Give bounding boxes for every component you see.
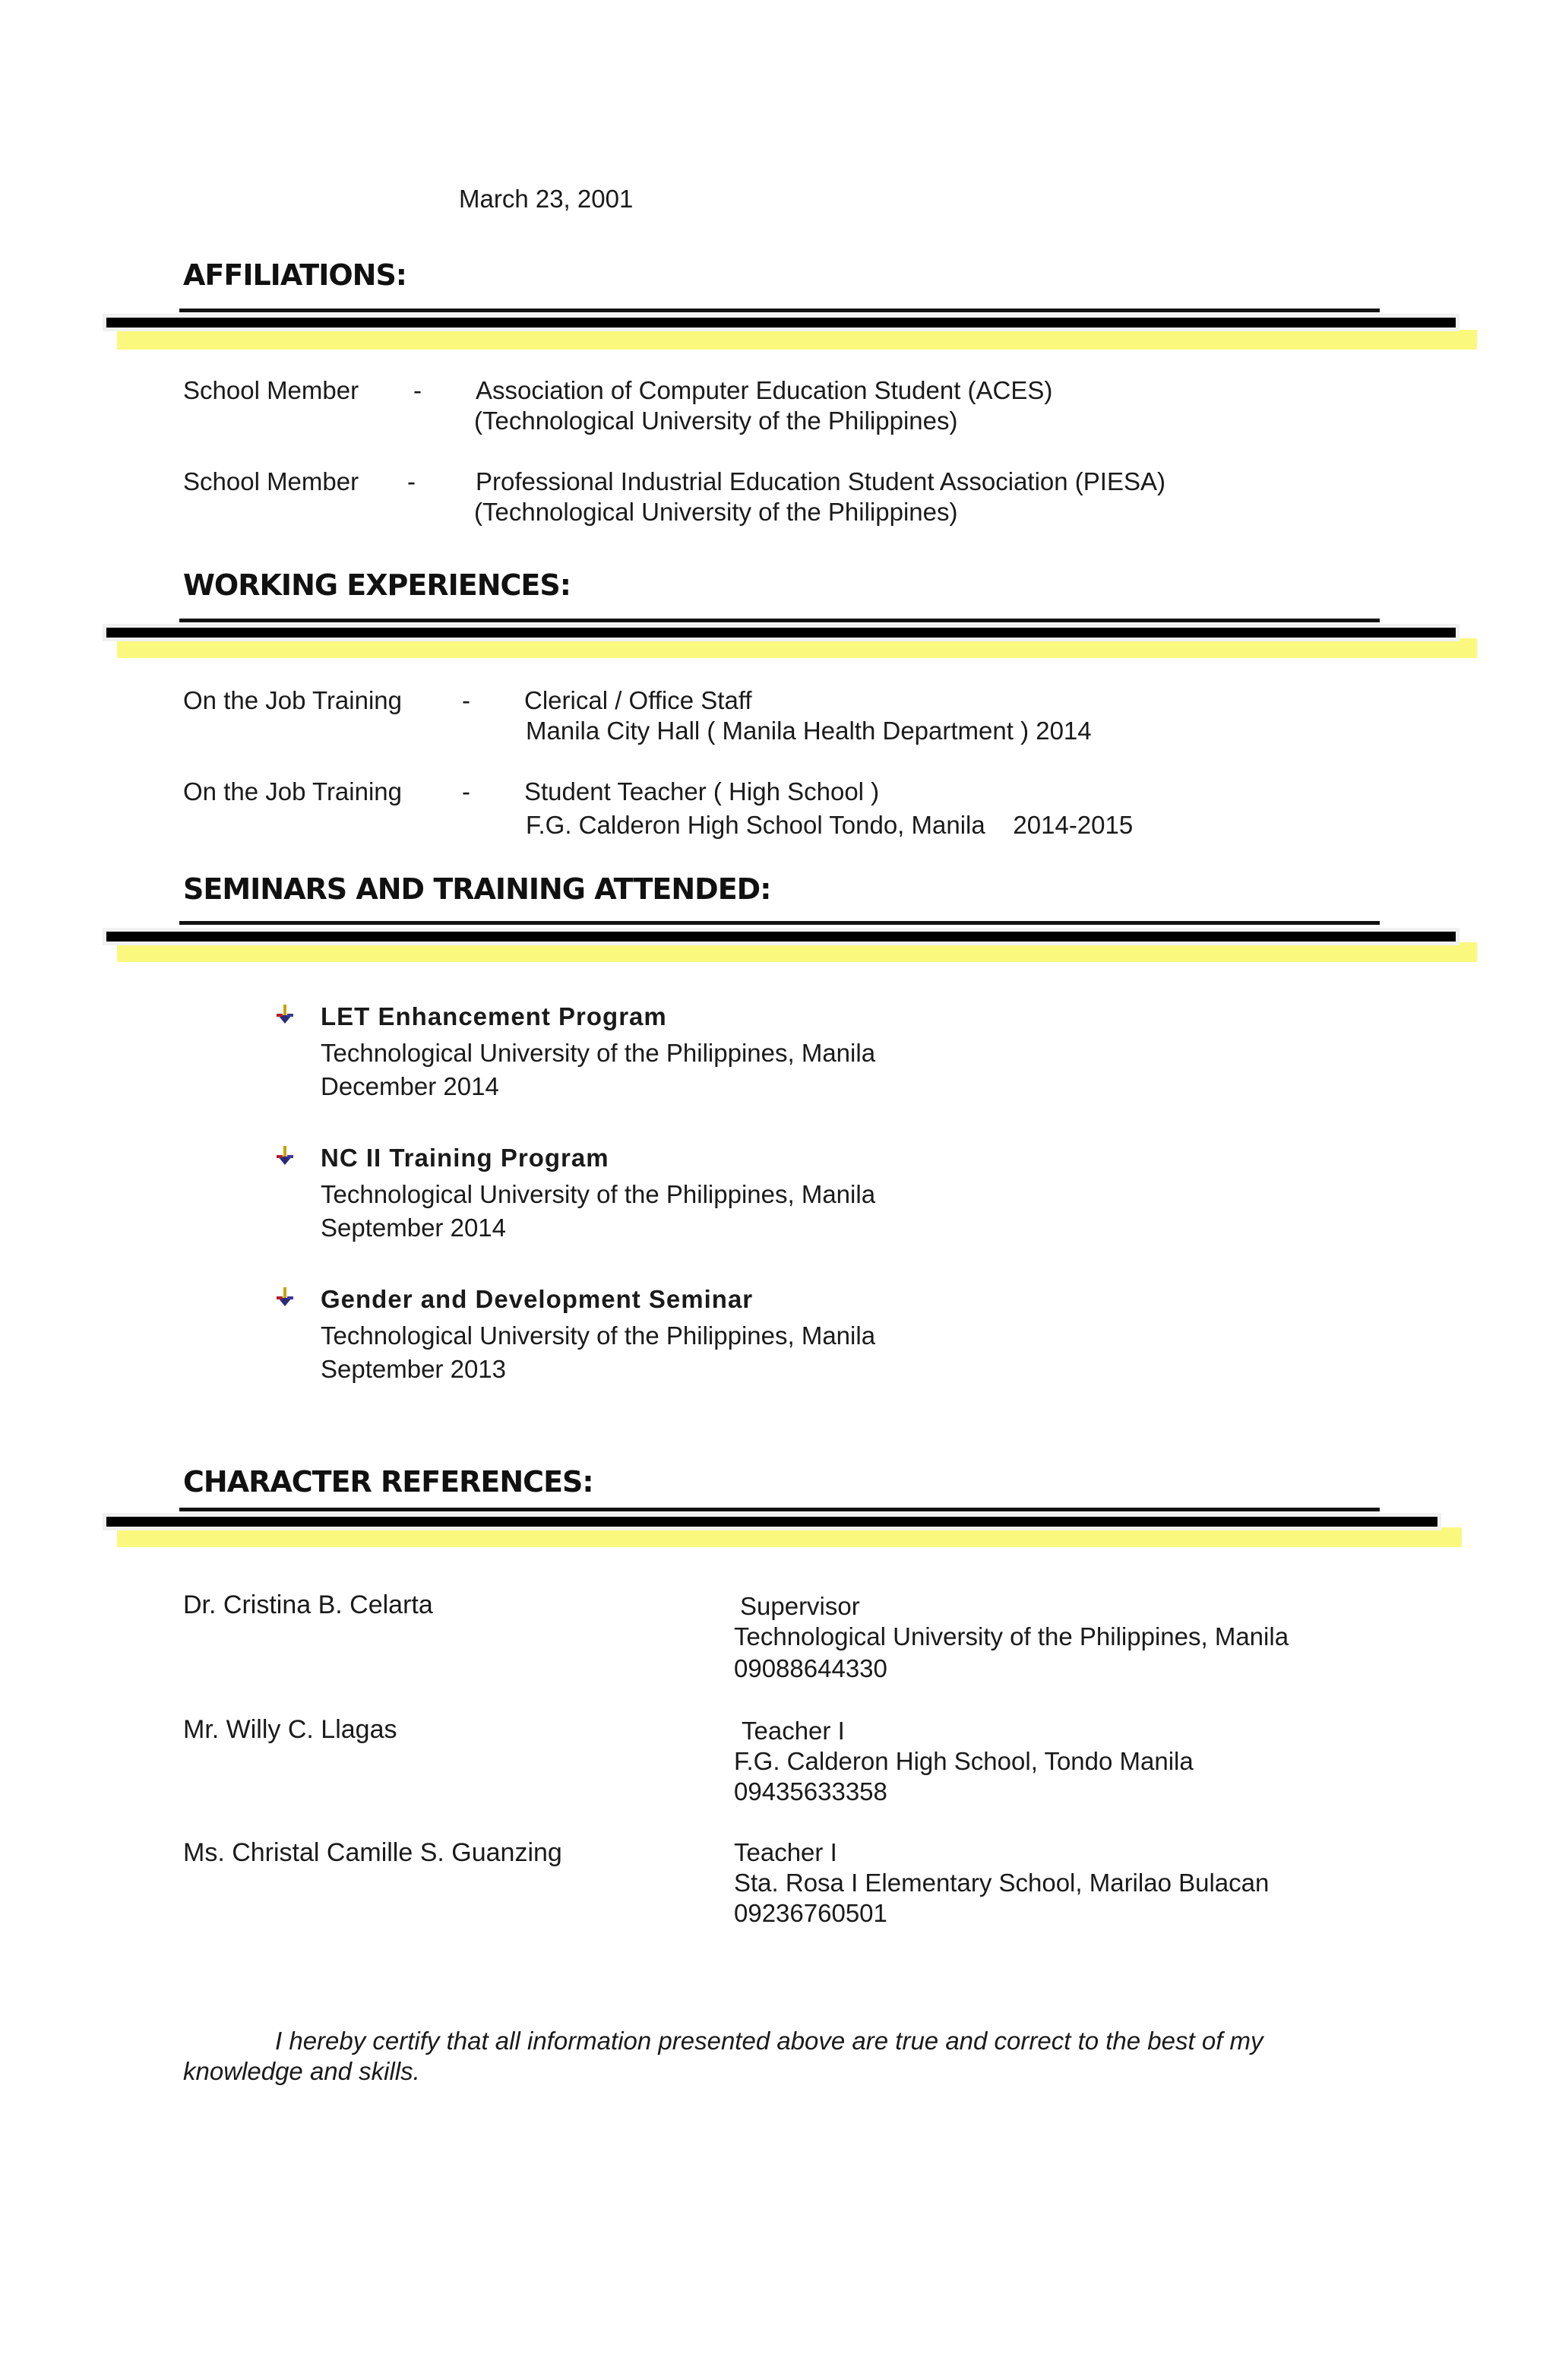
- seminar-place: Technological University of the Philippines, Manila: [321, 1039, 876, 1067]
- seminar-date: December 2014: [321, 1072, 499, 1100]
- section-rule-yellow: [117, 330, 1477, 350]
- reference-org: F.G. Calderon High School, Tondo Manila: [734, 1747, 1194, 1775]
- work-title: Student Teacher ( High School ): [524, 777, 880, 805]
- section-rule-thin: [179, 1508, 1380, 1511]
- section-rule-thick: [106, 628, 1456, 638]
- section-rule-thick: [106, 1517, 1437, 1527]
- seminar-place: Technological University of the Philippines, Manila: [321, 1180, 876, 1208]
- reference-name: Mr. Willy C. Llagas: [183, 1715, 397, 1744]
- section-heading-references: CHARACTER REFERENCES:: [183, 1465, 593, 1499]
- affiliation-dash: -: [413, 376, 422, 404]
- section-rule-yellow: [117, 1527, 1462, 1547]
- affiliation-role: School Member: [183, 467, 359, 495]
- reference-phone: 09435633358: [734, 1777, 887, 1806]
- section-heading-affiliations: AFFILIATIONS:: [183, 258, 407, 292]
- affiliation-org: Professional Industrial Education Student Association (PIESA): [476, 467, 1165, 495]
- seminar-date: September 2013: [321, 1355, 507, 1383]
- bullet-arrow-icon: [274, 1144, 296, 1167]
- section-rule-thick: [106, 932, 1456, 942]
- affiliation-role: School Member: [183, 376, 359, 404]
- certification-line-2: knowledge and skills.: [183, 2057, 420, 2085]
- section-rule-yellow: [117, 638, 1477, 658]
- work-dash: -: [462, 686, 470, 714]
- work-place: F.G. Calderon High School Tondo, Manila 2014-2015: [526, 811, 1134, 839]
- seminar-title: Gender and Development Seminar: [321, 1285, 754, 1313]
- work-dash: -: [462, 777, 470, 805]
- section-rule-thin: [179, 921, 1380, 925]
- reference-phone: 09088644330: [734, 1654, 887, 1682]
- affiliation-dash: -: [407, 467, 416, 495]
- reference-position: Supervisor: [740, 1592, 860, 1620]
- date-text: March 23, 2001: [459, 185, 634, 213]
- reference-name: Dr. Cristina B. Celarta: [183, 1590, 433, 1619]
- work-place: Manila City Hall ( Manila Health Department ) 2014: [526, 717, 1092, 745]
- section-heading-seminars: SEMINARS AND TRAINING ATTENDED:: [183, 872, 771, 906]
- reference-position: Teacher I: [742, 1717, 845, 1745]
- reference-position: Teacher I: [734, 1838, 837, 1866]
- work-title: Clerical / Office Staff: [524, 686, 752, 714]
- work-role: On the Job Training: [183, 777, 403, 805]
- work-role: On the Job Training: [183, 686, 403, 714]
- seminar-date: September 2014: [321, 1214, 507, 1242]
- bullet-arrow-icon: [274, 1003, 296, 1026]
- reference-org: Sta. Rosa I Elementary School, Marilao Bulacan: [734, 1869, 1270, 1897]
- seminar-title: NC II Training Program: [321, 1144, 609, 1172]
- seminar-title: LET Enhancement Program: [321, 1002, 667, 1030]
- section-rule-thin: [179, 619, 1380, 622]
- reference-name: Ms. Christal Camille S. Guanzing: [183, 1838, 562, 1867]
- section-rule-thick: [106, 318, 1456, 328]
- affiliation-school: (Technological University of the Philippines): [474, 498, 958, 526]
- certification-line-1: I hereby certify that all information presented above are true and correct to the best of my: [275, 2027, 1263, 2055]
- reference-phone: 09236760501: [734, 1899, 887, 1927]
- reference-org: Technological University of the Philippines, Manila: [734, 1622, 1289, 1650]
- affiliation-school: (Technological University of the Philippines): [474, 407, 958, 435]
- section-heading-work: WORKING EXPERIENCES:: [183, 568, 571, 602]
- section-rule-thin: [179, 309, 1380, 312]
- bullet-arrow-icon: [274, 1286, 296, 1309]
- affiliation-org: Association of Computer Education Student (ACES): [476, 376, 1053, 404]
- section-rule-yellow: [117, 942, 1477, 962]
- seminar-place: Technological University of the Philippines, Manila: [321, 1321, 876, 1350]
